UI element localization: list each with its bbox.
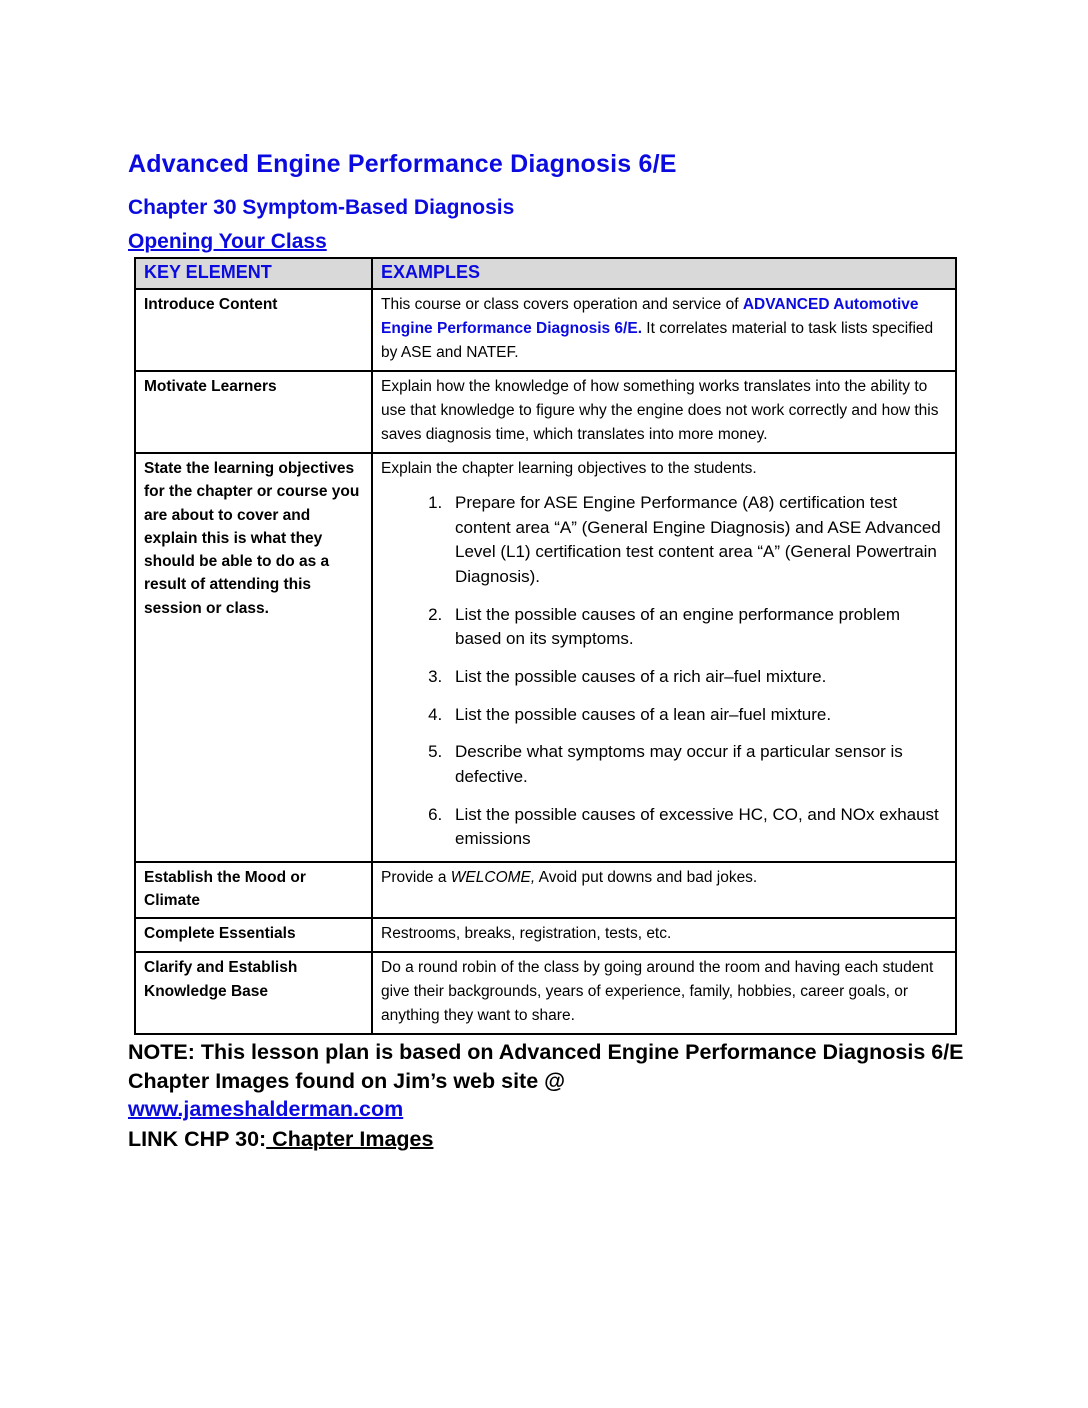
example-complete-essentials: Restrooms, breaks, registration, tests, etc. [372, 918, 956, 952]
section-heading: Opening Your Class [128, 230, 327, 253]
example-establish-mood [372, 862, 956, 919]
example-introduce-content [372, 289, 956, 371]
note-paragraph [128, 1038, 968, 1123]
key-establish-mood: Establish the Mood or Climate [135, 862, 372, 919]
key-clarify-knowledge: Clarify and Establish Knowledge Base [135, 952, 372, 1034]
objective-item: 2. List the possible causes of an engine performance problem based on its symptoms. [447, 603, 947, 652]
objective-item: 4. List the possible causes of a lean air–fuel mixture. [447, 703, 947, 728]
book-title-highlight: ADVANCED Automotive Engine Performance Diagnosis 6/E. [381, 296, 919, 338]
objective-item: 3. List the possible causes of a rich air–fuel mixture. [447, 665, 947, 690]
example-text: Avoid put downs and bad jokes. [535, 868, 758, 886]
website-link[interactable]: www.jameshalderman.com [128, 1097, 404, 1122]
chapter-link-line [128, 1125, 960, 1153]
document-title: Advanced Engine Performance Diagnosis 6/E [128, 150, 677, 178]
key-motivate-learners: Motivate Learners [135, 371, 372, 453]
objectives-list [381, 491, 947, 852]
table-row [135, 371, 956, 453]
chapter-heading: Chapter 30 Symptom-Based Diagnosis [128, 196, 515, 219]
example-state-objectives [372, 453, 956, 862]
table-row [135, 862, 956, 919]
table-row [135, 289, 956, 371]
chapter-images-link[interactable]: Chapter Images [266, 1127, 434, 1152]
table-header-row [135, 258, 956, 289]
key-state-objectives: State the learning objectives for the chapter or course you are about to cover and explain this is what they should be able to do as a result of attending this session or class. [135, 453, 372, 862]
objective-item: 5. Describe what symptoms may occur if a particular sensor is defective. [447, 740, 947, 789]
objective-item: 6. List the possible causes of excessive HC, CO, and NOx exhaust emissions [447, 803, 947, 852]
column-header-examples: EXAMPLES [372, 258, 956, 289]
link-label: LINK CHP 30: [128, 1127, 267, 1152]
key-complete-essentials: Complete Essentials [135, 918, 372, 952]
example-motivate-learners: Explain how the knowledge of how something works translates into the ability to use that knowledge to figure why the engine does not work correctly and how this saves diagnosis time, which translates into more money. [372, 371, 956, 453]
example-text: Provide a [381, 868, 451, 886]
note-text: NOTE: This lesson plan is based on Advanced Engine Performance Diagnosis 6/E Chapter Images found on Jim’s web site @ [128, 1040, 964, 1093]
example-clarify-knowledge: Do a round robin of the class by going around the room and having each student give their backgrounds, years of experience, family, hobbies, career goals, or anything they want to share. [372, 952, 956, 1034]
objective-item: 1. Prepare for ASE Engine Performance (A8) certification test content area “A” (General Engine Diagnosis) and ASE Advanced Level (L1) certification test content area “A” (General Powertrain Diagnosis). [447, 491, 947, 590]
table-row [135, 952, 956, 1034]
column-header-key-element: KEY ELEMENT [135, 258, 372, 289]
table-row [135, 453, 956, 862]
table-row [135, 918, 956, 952]
key-introduce-content: Introduce Content [135, 289, 372, 371]
objectives-intro: Explain the chapter learning objectives to the students. [381, 460, 757, 478]
lesson-plan-table [134, 257, 957, 1035]
example-text: This course or class covers operation and service of [381, 296, 743, 313]
welcome-italic: WELCOME, [450, 868, 536, 886]
example-text: It correlates material to task lists specified by ASE and NATEF. [381, 320, 934, 362]
